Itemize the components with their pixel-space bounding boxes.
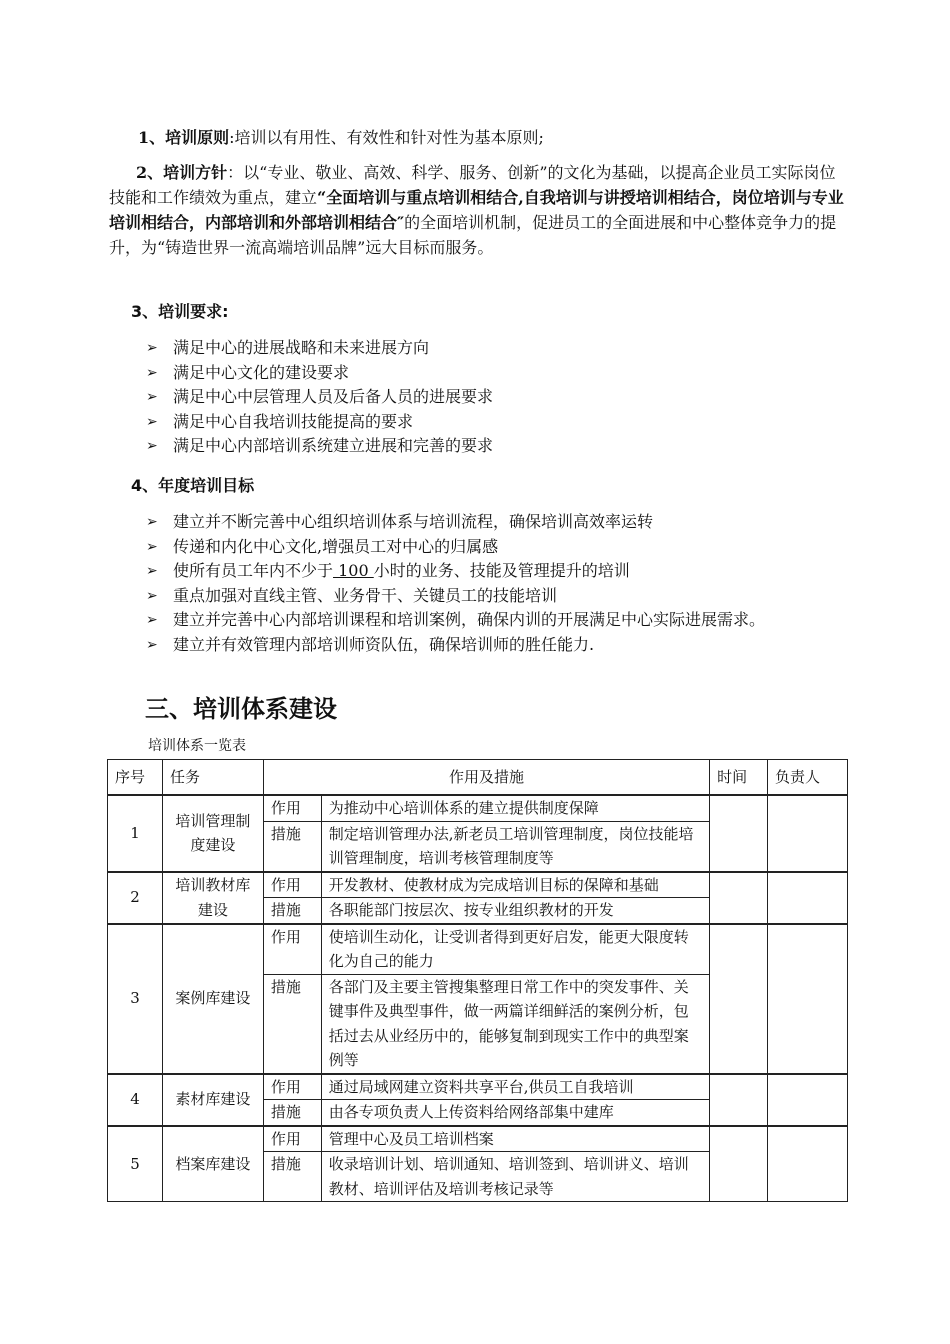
requirements-heading: 3、培训要求: [131, 302, 229, 321]
row-task: 案例库建设 [162, 924, 263, 1074]
hours-value: 100 [333, 561, 374, 580]
table-row [108, 795, 848, 821]
list-item: ➢ 重点加强对直线主管、业务骨干、关键员工的技能培训 [144, 584, 849, 609]
measure-label: 措施 [263, 1152, 321, 1202]
role-label: 作用 [263, 795, 321, 821]
list-item: ➢ 满足中心内部培训系统建立进展和完善的要求 [144, 434, 849, 459]
row-task: 档案库建设 [162, 1126, 263, 1202]
arrow-bullet-icon: ➢ [146, 340, 158, 356]
owner-cell [768, 795, 848, 872]
table-row [108, 924, 848, 975]
role-text: 使培训生动化，让受训者得到更好启发，能更大限度转化为自己的能力 [321, 924, 709, 975]
arrow-bullet-icon: ➢ [146, 438, 158, 454]
table-row [108, 872, 848, 898]
row-no: 5 [108, 1126, 163, 1202]
role-label: 作用 [263, 1126, 321, 1152]
arrow-bullet-icon: ➢ [146, 413, 158, 430]
role-label: 作用 [263, 924, 321, 975]
measure-text: 制定培训管理办法,新老员工培训管理制度，岗位技能培训管理制度，培训考核管理制度等 [321, 821, 709, 872]
policy-label: 2、培训方针 [136, 163, 228, 182]
arrow-bullet-icon: ➢ [146, 636, 158, 653]
arrow-bullet-icon: ➢ [146, 563, 158, 579]
arrow-bullet-icon: ➢ [146, 364, 158, 381]
goals-heading: 4、年度培训目标 [131, 476, 255, 495]
arrow-bullet-icon: ➢ [146, 389, 158, 405]
measure-text: 由各专项负责人上传资料给网络部集中建库 [321, 1100, 709, 1126]
section-title: 三、培训体系建设 [145, 695, 337, 723]
policy-paragraph [109, 160, 849, 260]
training-system-table [107, 759, 848, 1202]
measure-label: 措施 [263, 898, 321, 924]
measure-text: 收录培训计划、培训通知、培训签到、培训讲义、培训教材、培训评估及培训考核记录等 [321, 1152, 709, 1202]
list-item: ➢ 满足中心的进展战略和未来进展方向 [144, 336, 849, 361]
arrow-bullet-icon: ➢ [146, 612, 158, 628]
time-cell [710, 1074, 768, 1126]
row-task: 素材库建设 [162, 1074, 263, 1126]
header-time: 时间 [710, 760, 768, 796]
measure-label: 措施 [263, 1100, 321, 1126]
owner-cell [768, 1074, 848, 1126]
measure-label: 措施 [263, 974, 321, 1074]
row-no: 4 [108, 1074, 163, 1126]
role-text: 通过局域网建立资料共享平台,供员工自我培训 [321, 1074, 709, 1100]
row-no: 3 [108, 924, 163, 1074]
arrow-bullet-icon: ➢ [146, 514, 158, 530]
owner-cell [768, 1126, 848, 1202]
time-cell [710, 1126, 768, 1202]
requirements-list [144, 336, 849, 459]
arrow-bullet-icon: ➢ [146, 538, 158, 555]
list-item: ➢ 满足中心中层管理人员及后备人员的进展要求 [144, 385, 849, 410]
owner-cell [768, 924, 848, 1074]
owner-cell [768, 872, 848, 924]
policy-bold-text: “全面培训与重点培训相结合,自我培训与讲授培训相结合，岗位培训与专业培训相结合，内部培训和外部培训相结合″ [109, 188, 844, 232]
table-header-row [108, 760, 848, 796]
role-label: 作用 [263, 1074, 321, 1100]
table-row [108, 1074, 848, 1100]
header-owner: 负责人 [768, 760, 848, 796]
goals-list [144, 510, 849, 657]
row-no: 2 [108, 872, 163, 924]
list-item: ➢ 使所有员工年内不少于 100 小时的业务、技能及管理提升的培训 [144, 559, 849, 584]
list-item: ➢ 满足中心文化的建设要求 [144, 361, 849, 386]
measure-label: 措施 [263, 821, 321, 872]
principle-label: 1、培训原则 [138, 128, 230, 147]
role-text: 管理中心及员工培训档案 [321, 1126, 709, 1152]
time-cell [710, 795, 768, 872]
measure-text: 各职能部门按层次、按专业组织教材的开发 [321, 898, 709, 924]
principle-paragraph [138, 126, 858, 150]
list-item: ➢ 建立并有效管理内部培训师资队伍，确保培训师的胜任能力. [144, 633, 849, 658]
row-task: 培训教材库建设 [162, 872, 263, 924]
list-item: ➢ 满足中心自我培训技能提高的要求 [144, 410, 849, 435]
list-item: ➢ 建立并不断完善中心组织培训体系与培训流程，确保培训高效率运转 [144, 510, 849, 535]
time-cell [710, 924, 768, 1074]
header-role-measure: 作用及措施 [263, 760, 709, 796]
measure-text: 各部门及主要主管搜集整理日常工作中的突发事件、关键事件及典型事件，做一两篇详细鲜活的案例分析，包括过去从业经历中的，能够复制到现实工作中的典型案例等 [321, 974, 709, 1074]
role-text: 开发教材、使教材成为完成培训目标的保障和基础 [321, 872, 709, 898]
arrow-bullet-icon: ➢ [146, 587, 158, 604]
header-task: 任务 [162, 760, 263, 796]
policy-text-b: 的全面培训机制，促进员工的全面进展和中心整体竞争力的提升，为“铸造世界一流高端培训品牌”远大目标而服务。 [109, 213, 837, 257]
row-task: 培训管理制度建设 [162, 795, 263, 872]
role-text: 为推动中心培训体系的建立提供制度保障 [321, 795, 709, 821]
principle-text: :培训以有用性、有效性和针对性为基本原则; [229, 128, 544, 147]
table-caption: 培训体系一览表 [148, 738, 246, 754]
list-item: ➢ 传递和内化中心文化,增强员工对中心的归属感 [144, 535, 849, 560]
row-no: 1 [108, 795, 163, 872]
table-row [108, 1126, 848, 1152]
list-item: ➢ 建立并完善中心内部培训课程和培训案例，确保内训的开展满足中心实际进展需求。 [144, 608, 849, 633]
time-cell [710, 872, 768, 924]
header-no: 序号 [108, 760, 163, 796]
policy-text-a: ：以“专业、敬业、高效、科学、服务、创新”的文化为基础，以提高企业员工实际岗位技能和工作绩效为重点，建立 [109, 163, 836, 207]
role-label: 作用 [263, 872, 321, 898]
